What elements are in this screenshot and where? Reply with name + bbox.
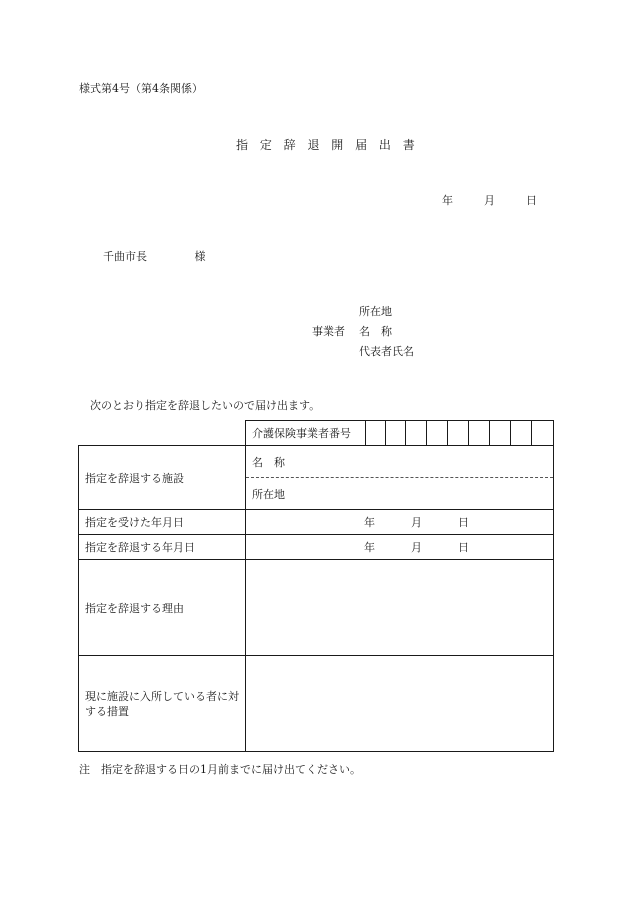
addressee-name: 千曲市長 xyxy=(103,250,147,263)
provider-number-digit[interactable] xyxy=(448,421,469,446)
provider-number-digit[interactable] xyxy=(427,421,448,446)
facility-label: 指定を辞退する施設 xyxy=(79,446,246,510)
provider-number-digit[interactable] xyxy=(511,421,532,446)
applicant-label: 事業者 xyxy=(312,325,345,338)
provider-number-digit[interactable] xyxy=(469,421,490,446)
facility-name-field[interactable] xyxy=(246,446,553,478)
designated-month: 月 xyxy=(411,516,422,529)
measures-field[interactable] xyxy=(246,656,554,752)
date-year: 年 xyxy=(442,194,453,207)
designated-year: 年 xyxy=(364,516,375,529)
withdraw-month: 月 xyxy=(411,541,422,554)
measures-label: 現に施設に入所している者に対する措置 xyxy=(79,656,246,752)
addressee-honorific: 様 xyxy=(194,250,206,263)
provider-number-digit[interactable] xyxy=(532,421,554,446)
applicant-block xyxy=(312,306,512,366)
date-day: 日 xyxy=(526,194,537,207)
submission-date xyxy=(442,195,537,206)
provider-number-label: 介護保険事業者番号 xyxy=(246,421,366,446)
addressee xyxy=(103,251,206,262)
withdraw-date-field[interactable] xyxy=(246,535,554,560)
designated-date-field[interactable] xyxy=(246,510,554,535)
designated-day: 日 xyxy=(458,516,469,529)
intro-text: 次のとおり指定を辞退したいので届け出ます。 xyxy=(90,399,321,412)
blank-cell xyxy=(79,421,246,446)
form-number: 様式第4号（第4条関係） xyxy=(79,82,203,95)
provider-number-digit[interactable] xyxy=(406,421,427,446)
document-title: 指 定 辞 退 開 届 出 書 xyxy=(236,138,419,152)
reason-field[interactable] xyxy=(246,560,554,656)
provider-number-digit[interactable] xyxy=(386,421,406,446)
applicant-name: 名 称 xyxy=(359,325,392,338)
provider-number-digit[interactable] xyxy=(366,421,386,446)
applicant-representative: 代表者氏名 xyxy=(359,345,414,358)
withdrawal-form-table xyxy=(78,420,554,752)
facility-location-label: 所在地 xyxy=(252,487,285,501)
applicant-location: 所在地 xyxy=(359,305,392,318)
facility-name-label: 名 称 xyxy=(252,455,285,469)
facility-location-field[interactable] xyxy=(246,478,553,509)
date-month: 月 xyxy=(484,194,495,207)
footnote: 注 指定を辞退する日の1月前までに届け出てください。 xyxy=(79,763,361,776)
provider-number-digit[interactable] xyxy=(490,421,511,446)
withdraw-day: 日 xyxy=(458,541,469,554)
designated-date-label: 指定を受けた年月日 xyxy=(79,510,246,535)
withdraw-year: 年 xyxy=(364,541,375,554)
reason-label: 指定を辞退する理由 xyxy=(79,560,246,656)
withdraw-date-label: 指定を辞退する年月日 xyxy=(79,535,246,560)
facility-cell xyxy=(246,446,554,510)
